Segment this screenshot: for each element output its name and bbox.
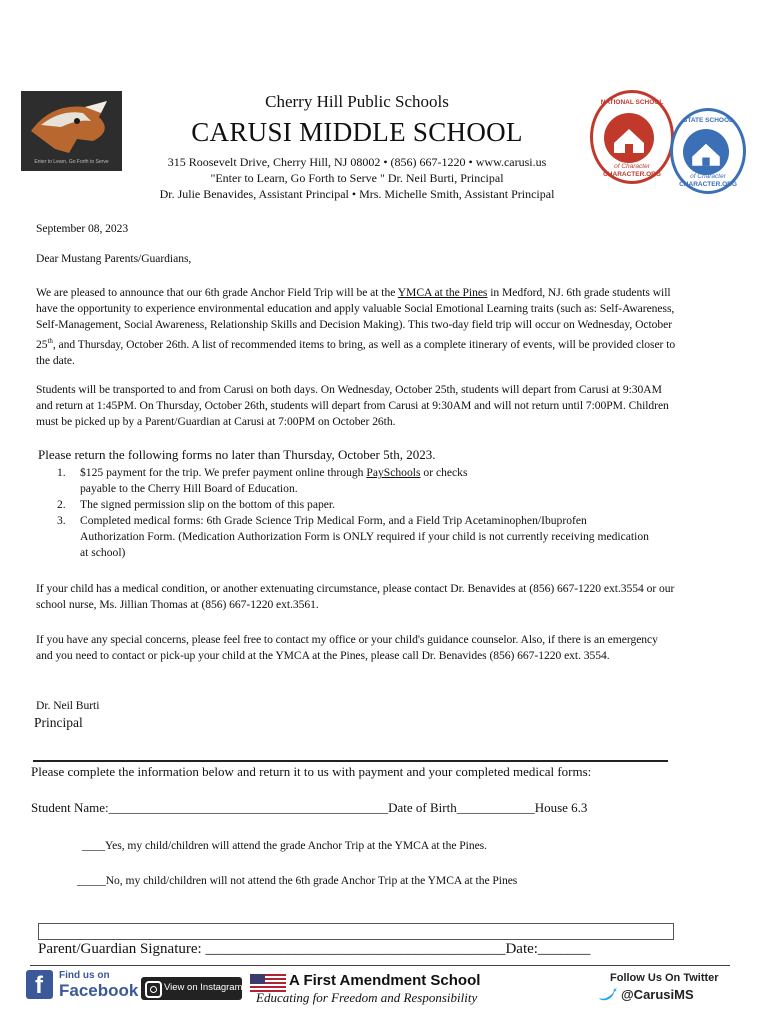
ymca-link[interactable]: YMCA at the Pines [397, 286, 488, 299]
seal-top-text: NATIONAL SCHOOL [600, 99, 664, 106]
list-item: 1. $125 payment for the trip. We prefer payment online through PaySchools or checks payable to the Cherry Hill Board of Education. [57, 466, 468, 495]
twitter-badge[interactable]: Follow Us On Twitter @CarusiMS [598, 972, 718, 1004]
seal-bottom-text: CHARACTER.ORG [603, 171, 661, 178]
national-school-of-character-seal [590, 90, 674, 184]
medical-condition-paragraph: If your child has a medical condition, or another extenuating circumstance, please contact Dr. Benavides at (856) 667-1220 ext.3554 or our school nurse, Ms. Jillian Thomas at (856) 667-1220 ext.3561. [36, 582, 675, 611]
seal-middle-text: of Character [690, 173, 726, 180]
facebook-icon: f [26, 970, 53, 999]
payschools-link[interactable]: PaySchools [366, 466, 421, 479]
no-attend-option[interactable]: _____No, my child/children will not attend the 6th grade Anchor Trip at the YMCA at the Pines [77, 874, 518, 887]
first-amendment-school-badge: A First Amendment School Educating for Freedom and Responsibility [250, 972, 540, 1004]
schoolhouse-icon [683, 129, 729, 175]
parent-signature-line[interactable]: Parent/Guardian Signature: ________________________________________Date:_______ [38, 941, 591, 957]
instagram-icon [145, 981, 162, 998]
logo-caption: Enter to Learn, Go Forth to Serve [34, 159, 109, 165]
slip-instructions: Please complete the information below and return it to us with payment and your completed medical forms: [31, 764, 592, 779]
yes-attend-option[interactable]: ____Yes, my child/children will attend the grade Anchor Trip at the YMCA at the Pines. [82, 839, 487, 852]
signer-name: Dr. Neil Burti [36, 699, 100, 712]
forms-heading: Please return the following forms no later than Thursday, October 5th, 2023. [38, 447, 436, 462]
special-concerns-paragraph: If you have any special concerns, please feel free to contact my office or your child's guidance counselor. Also, if there is an emergency and you need to contact or pick-up your child at the YMCA at the Pines, please call Dr. Benavides (856) 667-1220 ext. 3554. [36, 633, 658, 662]
state-school-of-character-seal [670, 108, 746, 194]
seal-top-text: STATE SCHOOL [683, 117, 733, 124]
district-name: Cherry Hill Public Schools [265, 92, 449, 111]
seal-middle-text: of Character [614, 163, 650, 170]
twitter-bird-icon [598, 987, 618, 1001]
footer-divider [30, 965, 730, 966]
instagram-button[interactable]: View on Instagram [141, 977, 242, 1000]
letter-salutation: Dear Mustang Parents/Guardians, [36, 252, 192, 265]
list-item: 3. Completed medical forms: 6th Grade Science Trip Medical Form, and a Field Trip Acetaminophen/Ibuprofen Authorization Form. (Medication Authorization Form is ONLY required if your child is not currently receiving medication at school) [57, 514, 649, 559]
transportation-paragraph: Students will be transported to and from Carusi on both days. On Wednesday, October 25th, students will depart from Carusi at 9:30AM and return at 1:45PM. On Thursday, October 26th, students will depart from Carusi at 9:30AM and will not return until 7:00PM. Children must be picked up by a Parent/Guardian at Carusi at 7:00PM on October 26th. [36, 383, 669, 428]
divider-line [33, 760, 668, 762]
trip-announcement-paragraph: We are pleased to announce that our 6th grade Anchor Field Trip will be at the YMCA at the Pines in Medford, NJ. 6th grade students will have the opportunity to experience environmental education and apply valuable Social Emotional Learning traits (such as: Self-Awareness, Self-Management, Social Awareness, Relationship Skills and Decision Making). This two-day field trip will occur on Wednesday, October 25th, and Thursday, October 26th. A list of recommended items to bring, as well as a complete itinerary of events, will be provided closer to the date. [36, 286, 676, 367]
student-info-line[interactable]: Student Name:___________________________________________Date of Birth____________House 6.3 [31, 800, 588, 815]
school-name: CARUSI MIDDLE SCHOOL [191, 117, 523, 147]
list-item: 2. The signed permission slip on the bottom of this paper. [57, 498, 336, 511]
schoolhouse-icon [604, 113, 654, 163]
signer-title: Principal [34, 715, 83, 730]
facebook-badge[interactable]: f Find us on Facebook [26, 970, 136, 1002]
assistant-principals-line: Dr. Julie Benavides, Assistant Principal • Mrs. Michelle Smith, Assistant Principal [159, 187, 555, 201]
address-line: 315 Roosevelt Drive, Cherry Hill, NJ 08002 • (856) 667-1220 • www.carusi.us [167, 155, 547, 169]
letter-date: September 08, 2023 [36, 222, 129, 235]
yes-checkbox-blank[interactable]: ____ [82, 839, 105, 852]
signature-box[interactable] [38, 923, 674, 940]
seal-bottom-text: CHARACTER.ORG [679, 181, 737, 188]
motto-line: "Enter to Learn, Go Forth to Serve " Dr. Neil Burti, Principal [210, 171, 504, 185]
